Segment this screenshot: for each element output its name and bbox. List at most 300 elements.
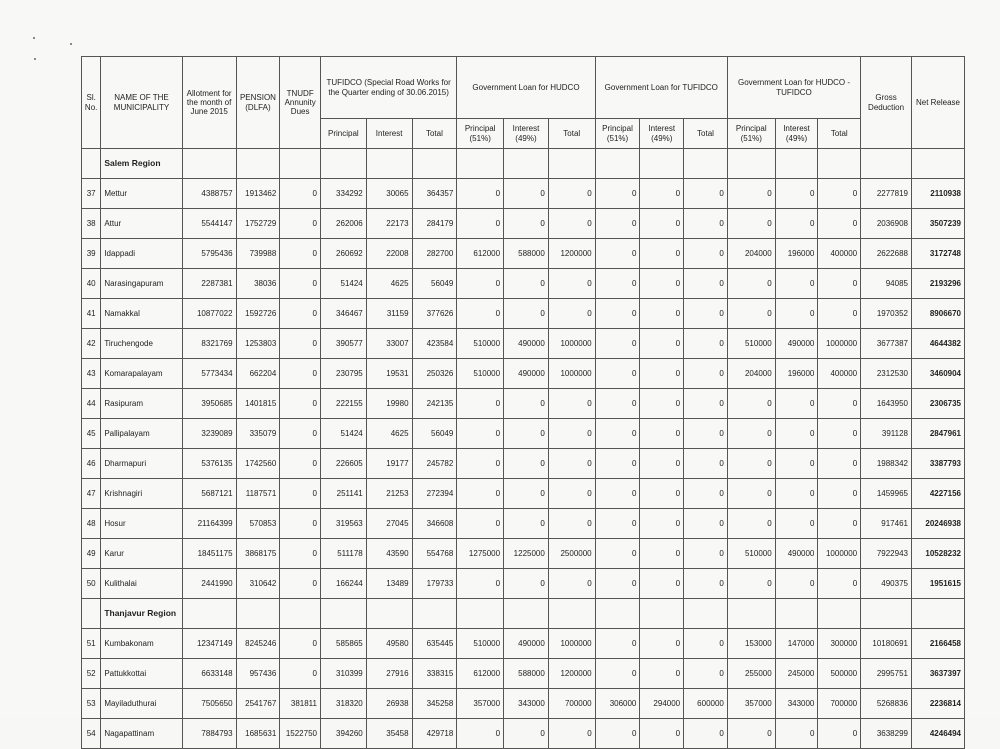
amount-cell: 0: [280, 209, 321, 239]
region-blank-cell: [818, 599, 861, 629]
net-release-cell: 4246494: [911, 719, 964, 749]
amount-cell: 19980: [366, 389, 412, 419]
region-row: [82, 599, 965, 629]
amount-cell: 0: [818, 299, 861, 329]
amount-cell: 0: [504, 419, 549, 449]
serial-number: 44: [82, 389, 101, 419]
amount-cell: 0: [595, 179, 640, 209]
amount-cell: 5795436: [182, 239, 236, 269]
municipality-name: Krishnagiri: [101, 479, 182, 509]
header-tnudf: TNUDF Annunity Dues: [280, 57, 321, 149]
region-blank-cell: [457, 149, 504, 179]
serial-number: 46: [82, 449, 101, 479]
region-blank-cell: [236, 599, 280, 629]
amount-cell: 0: [684, 329, 728, 359]
amount-cell: 0: [504, 209, 549, 239]
amount-cell: 0: [595, 389, 640, 419]
amount-cell: 554768: [412, 539, 457, 569]
region-blank-cell: [640, 149, 684, 179]
region-blank-cell: [861, 149, 912, 179]
amount-cell: 0: [818, 569, 861, 599]
amount-cell: 510000: [457, 629, 504, 659]
amount-cell: 394260: [320, 719, 366, 749]
municipality-release-table: [81, 56, 965, 749]
header-gross-deduction: Gross Deduction: [861, 57, 912, 149]
amount-cell: 35458: [366, 719, 412, 749]
amount-cell: 21164399: [182, 509, 236, 539]
amount-cell: 0: [457, 179, 504, 209]
amount-cell: 0: [640, 359, 684, 389]
table-row: [82, 299, 965, 329]
amount-cell: 0: [640, 509, 684, 539]
amount-cell: 357000: [727, 689, 775, 719]
amount-cell: 6633148: [182, 659, 236, 689]
serial-number: 42: [82, 329, 101, 359]
amount-cell: 700000: [548, 689, 595, 719]
header-gov-loan-tufidco: Government Loan for TUFIDCO: [595, 57, 727, 119]
amount-cell: 226605: [320, 449, 366, 479]
region-blank-cell: [82, 149, 101, 179]
region-blank-cell: [236, 149, 280, 179]
municipality-name: Idappadi: [101, 239, 182, 269]
net-release-cell: 3507239: [911, 209, 964, 239]
amount-cell: 0: [684, 719, 728, 749]
table-row: [82, 419, 965, 449]
amount-cell: 0: [280, 629, 321, 659]
amount-cell: 0: [684, 239, 728, 269]
subheader-interest: Interest (49%): [775, 119, 818, 149]
amount-cell: 310642: [236, 569, 280, 599]
amount-cell: 294000: [640, 689, 684, 719]
header-name: NAME OF THE MUNICIPALITY: [101, 57, 182, 149]
amount-cell: 0: [595, 419, 640, 449]
amount-cell: 0: [640, 419, 684, 449]
amount-cell: 510000: [457, 359, 504, 389]
amount-cell: 0: [548, 179, 595, 209]
table-row: [82, 719, 965, 749]
amount-cell: 1253803: [236, 329, 280, 359]
region-blank-cell: [366, 149, 412, 179]
net-release-cell: 2193296: [911, 269, 964, 299]
region-blank-cell: [775, 599, 818, 629]
amount-cell: 2500000: [548, 539, 595, 569]
amount-cell: 0: [280, 539, 321, 569]
region-blank-cell: [182, 149, 236, 179]
amount-cell: 260692: [320, 239, 366, 269]
table-row: [82, 659, 965, 689]
subheader-principal: Principal (51%): [727, 119, 775, 149]
amount-cell: 0: [548, 719, 595, 749]
amount-cell: 0: [818, 269, 861, 299]
gross-deduction-cell: 94085: [861, 269, 912, 299]
net-release-cell: 3460904: [911, 359, 964, 389]
amount-cell: 43590: [366, 539, 412, 569]
amount-cell: 255000: [727, 659, 775, 689]
amount-cell: 0: [640, 479, 684, 509]
amount-cell: 0: [595, 329, 640, 359]
amount-cell: 510000: [727, 539, 775, 569]
serial-number: 47: [82, 479, 101, 509]
gross-deduction-cell: 490375: [861, 569, 912, 599]
header-row-top: [82, 57, 965, 119]
table-row: [82, 509, 965, 539]
amount-cell: 0: [595, 299, 640, 329]
table-row: [82, 629, 965, 659]
amount-cell: 0: [818, 389, 861, 419]
amount-cell: 0: [684, 359, 728, 389]
amount-cell: 8245246: [236, 629, 280, 659]
amount-cell: 0: [280, 269, 321, 299]
amount-cell: 490000: [504, 329, 549, 359]
serial-number: 37: [82, 179, 101, 209]
municipality-name: Karur: [101, 539, 182, 569]
amount-cell: 0: [727, 209, 775, 239]
amount-cell: 0: [818, 449, 861, 479]
amount-cell: 739988: [236, 239, 280, 269]
net-release-cell: 8906670: [911, 299, 964, 329]
municipality-name: Rasipuram: [101, 389, 182, 419]
amount-cell: 0: [280, 239, 321, 269]
amount-cell: 13489: [366, 569, 412, 599]
amount-cell: 0: [640, 389, 684, 419]
amount-cell: 612000: [457, 659, 504, 689]
amount-cell: 0: [727, 389, 775, 419]
amount-cell: 3950685: [182, 389, 236, 419]
amount-cell: 0: [684, 419, 728, 449]
gross-deduction-cell: 917461: [861, 509, 912, 539]
serial-number: 51: [82, 629, 101, 659]
amount-cell: 0: [504, 299, 549, 329]
serial-number: 43: [82, 359, 101, 389]
amount-cell: 357000: [457, 689, 504, 719]
gross-deduction-cell: 1459965: [861, 479, 912, 509]
amount-cell: 1401815: [236, 389, 280, 419]
amount-cell: 0: [280, 299, 321, 329]
gross-deduction-cell: 7922943: [861, 539, 912, 569]
amount-cell: 1200000: [548, 239, 595, 269]
amount-cell: 10877022: [182, 299, 236, 329]
serial-number: 41: [82, 299, 101, 329]
amount-cell: 0: [595, 659, 640, 689]
amount-cell: 153000: [727, 629, 775, 659]
amount-cell: 0: [727, 419, 775, 449]
amount-cell: 56049: [412, 419, 457, 449]
serial-number: 40: [82, 269, 101, 299]
amount-cell: 343000: [504, 689, 549, 719]
amount-cell: 0: [457, 389, 504, 419]
amount-cell: 4625: [366, 269, 412, 299]
gross-deduction-cell: 2622688: [861, 239, 912, 269]
amount-cell: 19531: [366, 359, 412, 389]
amount-cell: 250326: [412, 359, 457, 389]
table-row: [82, 359, 965, 389]
amount-cell: 2541767: [236, 689, 280, 719]
amount-cell: 490000: [775, 329, 818, 359]
amount-cell: 0: [280, 479, 321, 509]
amount-cell: 8321769: [182, 329, 236, 359]
amount-cell: 1187571: [236, 479, 280, 509]
amount-cell: 612000: [457, 239, 504, 269]
serial-number: 39: [82, 239, 101, 269]
amount-cell: 345258: [412, 689, 457, 719]
amount-cell: 0: [818, 509, 861, 539]
subheader-total: Total: [818, 119, 861, 149]
region-blank-cell: [412, 599, 457, 629]
subheader-principal: Principal (51%): [457, 119, 504, 149]
region-blank-cell: [548, 599, 595, 629]
amount-cell: 3868175: [236, 539, 280, 569]
scan-speck: [34, 58, 36, 60]
amount-cell: 0: [775, 509, 818, 539]
gross-deduction-cell: 1970352: [861, 299, 912, 329]
region-name: Salem Region: [101, 149, 182, 179]
amount-cell: 585865: [320, 629, 366, 659]
region-blank-cell: [280, 599, 321, 629]
serial-number: 38: [82, 209, 101, 239]
amount-cell: 600000: [684, 689, 728, 719]
region-blank-cell: [504, 149, 549, 179]
amount-cell: 2441990: [182, 569, 236, 599]
amount-cell: 0: [548, 299, 595, 329]
amount-cell: 284179: [412, 209, 457, 239]
municipality-name: Komarapalayam: [101, 359, 182, 389]
region-blank-cell: [82, 599, 101, 629]
amount-cell: 338315: [412, 659, 457, 689]
region-blank-cell: [366, 599, 412, 629]
amount-cell: 635445: [412, 629, 457, 659]
amount-cell: 1275000: [457, 539, 504, 569]
region-blank-cell: [320, 599, 366, 629]
amount-cell: 0: [548, 209, 595, 239]
amount-cell: 0: [818, 209, 861, 239]
gross-deduction-cell: 1643950: [861, 389, 912, 419]
amount-cell: 570853: [236, 509, 280, 539]
amount-cell: 1200000: [548, 659, 595, 689]
amount-cell: 204000: [727, 359, 775, 389]
amount-cell: 0: [280, 449, 321, 479]
amount-cell: 0: [684, 629, 728, 659]
amount-cell: 21253: [366, 479, 412, 509]
amount-cell: 242135: [412, 389, 457, 419]
amount-cell: 0: [640, 179, 684, 209]
amount-cell: 588000: [504, 239, 549, 269]
region-blank-cell: [548, 149, 595, 179]
table-row: [82, 389, 965, 419]
amount-cell: 310399: [320, 659, 366, 689]
scan-speck: [70, 43, 72, 45]
amount-cell: 0: [640, 299, 684, 329]
amount-cell: 56049: [412, 269, 457, 299]
municipality-name: Hosur: [101, 509, 182, 539]
amount-cell: 222155: [320, 389, 366, 419]
region-blank-cell: [412, 149, 457, 179]
amount-cell: 1913462: [236, 179, 280, 209]
region-blank-cell: [861, 599, 912, 629]
amount-cell: 0: [684, 179, 728, 209]
amount-cell: 1000000: [548, 329, 595, 359]
amount-cell: 500000: [818, 659, 861, 689]
amount-cell: 318320: [320, 689, 366, 719]
amount-cell: 0: [457, 569, 504, 599]
amount-cell: 343000: [775, 689, 818, 719]
amount-cell: 334292: [320, 179, 366, 209]
amount-cell: 166244: [320, 569, 366, 599]
net-release-cell: 3172748: [911, 239, 964, 269]
amount-cell: 196000: [775, 359, 818, 389]
region-blank-cell: [640, 599, 684, 629]
header-gov-loan-hudco: Government Loan for HUDCO: [457, 57, 595, 119]
amount-cell: 0: [595, 269, 640, 299]
subheader-total: Total: [548, 119, 595, 149]
amount-cell: 0: [727, 299, 775, 329]
amount-cell: 0: [548, 449, 595, 479]
municipality-name: Mettur: [101, 179, 182, 209]
amount-cell: 0: [684, 209, 728, 239]
amount-cell: 0: [280, 659, 321, 689]
table-row: [82, 209, 965, 239]
amount-cell: 0: [595, 569, 640, 599]
amount-cell: 346608: [412, 509, 457, 539]
amount-cell: 0: [640, 209, 684, 239]
amount-cell: 957436: [236, 659, 280, 689]
amount-cell: 51424: [320, 419, 366, 449]
amount-cell: 0: [457, 509, 504, 539]
amount-cell: 1000000: [548, 359, 595, 389]
amount-cell: 0: [548, 509, 595, 539]
amount-cell: 0: [684, 299, 728, 329]
table-row: [82, 449, 965, 479]
amount-cell: 0: [457, 209, 504, 239]
amount-cell: 0: [595, 509, 640, 539]
municipality-name: Mayiladuthurai: [101, 689, 182, 719]
amount-cell: 510000: [457, 329, 504, 359]
amount-cell: 22173: [366, 209, 412, 239]
amount-cell: 588000: [504, 659, 549, 689]
subheader-interest: Interest: [366, 119, 412, 149]
amount-cell: 0: [548, 269, 595, 299]
amount-cell: 0: [727, 449, 775, 479]
region-blank-cell: [775, 149, 818, 179]
amount-cell: 1592726: [236, 299, 280, 329]
amount-cell: 251141: [320, 479, 366, 509]
amount-cell: 0: [775, 389, 818, 419]
gross-deduction-cell: 2995751: [861, 659, 912, 689]
amount-cell: 27916: [366, 659, 412, 689]
amount-cell: 0: [280, 419, 321, 449]
amount-cell: 179733: [412, 569, 457, 599]
amount-cell: 1742560: [236, 449, 280, 479]
amount-cell: 0: [504, 389, 549, 419]
municipality-name: Namakkal: [101, 299, 182, 329]
amount-cell: 0: [640, 239, 684, 269]
region-blank-cell: [320, 149, 366, 179]
amount-cell: 300000: [818, 629, 861, 659]
amount-cell: 0: [457, 719, 504, 749]
amount-cell: 0: [775, 449, 818, 479]
net-release-cell: 2110938: [911, 179, 964, 209]
header-gov-loan-hudco-tufidco: Government Loan for HUDCO - TUFIDCO: [727, 57, 860, 119]
amount-cell: 0: [775, 719, 818, 749]
amount-cell: 0: [280, 509, 321, 539]
table-row: [82, 539, 965, 569]
net-release-cell: 10528232: [911, 539, 964, 569]
amount-cell: 0: [818, 719, 861, 749]
amount-cell: 2287381: [182, 269, 236, 299]
amount-cell: 18451175: [182, 539, 236, 569]
region-blank-cell: [182, 599, 236, 629]
amount-cell: 262006: [320, 209, 366, 239]
amount-cell: 0: [684, 449, 728, 479]
amount-cell: 0: [775, 269, 818, 299]
municipality-name: Attur: [101, 209, 182, 239]
amount-cell: 0: [775, 479, 818, 509]
amount-cell: 0: [457, 419, 504, 449]
amount-cell: 511178: [320, 539, 366, 569]
gross-deduction-cell: 2312530: [861, 359, 912, 389]
region-blank-cell: [595, 149, 640, 179]
amount-cell: 0: [727, 719, 775, 749]
subheader-interest: Interest (49%): [640, 119, 684, 149]
amount-cell: 4388757: [182, 179, 236, 209]
amount-cell: 147000: [775, 629, 818, 659]
gross-deduction-cell: 2277819: [861, 179, 912, 209]
serial-number: 54: [82, 719, 101, 749]
amount-cell: 51424: [320, 269, 366, 299]
amount-cell: 0: [280, 329, 321, 359]
subheader-total: Total: [412, 119, 457, 149]
amount-cell: 490000: [504, 629, 549, 659]
amount-cell: 0: [727, 569, 775, 599]
amount-cell: 0: [548, 419, 595, 449]
amount-cell: 1225000: [504, 539, 549, 569]
header-allotment: Allotment for the month of June 2015: [182, 57, 236, 149]
header-pension: PENSION (DLFA): [236, 57, 280, 149]
subheader-interest: Interest (49%): [504, 119, 549, 149]
net-release-cell: 1951615: [911, 569, 964, 599]
amount-cell: 3239089: [182, 419, 236, 449]
net-release-cell: 2306735: [911, 389, 964, 419]
gross-deduction-cell: 391128: [861, 419, 912, 449]
gross-deduction-cell: 1988342: [861, 449, 912, 479]
amount-cell: 0: [727, 269, 775, 299]
gross-deduction-cell: 2036908: [861, 209, 912, 239]
net-release-cell: 4227156: [911, 479, 964, 509]
amount-cell: 319563: [320, 509, 366, 539]
amount-cell: 0: [457, 479, 504, 509]
amount-cell: 4625: [366, 419, 412, 449]
amount-cell: 0: [727, 479, 775, 509]
region-blank-cell: [595, 599, 640, 629]
amount-cell: 0: [727, 509, 775, 539]
amount-cell: 0: [640, 269, 684, 299]
region-name: Thanjavur Region: [101, 599, 182, 629]
amount-cell: 700000: [818, 689, 861, 719]
serial-number: 49: [82, 539, 101, 569]
municipality-name: Tiruchengode: [101, 329, 182, 359]
amount-cell: 1000000: [548, 629, 595, 659]
amount-cell: 662204: [236, 359, 280, 389]
amount-cell: 0: [504, 179, 549, 209]
region-blank-cell: [504, 599, 549, 629]
amount-cell: 0: [280, 179, 321, 209]
amount-cell: 429718: [412, 719, 457, 749]
amount-cell: 510000: [727, 329, 775, 359]
amount-cell: 377626: [412, 299, 457, 329]
net-release-cell: 3387793: [911, 449, 964, 479]
municipality-name: Pallipalayam: [101, 419, 182, 449]
amount-cell: 0: [775, 419, 818, 449]
region-blank-cell: [684, 149, 728, 179]
